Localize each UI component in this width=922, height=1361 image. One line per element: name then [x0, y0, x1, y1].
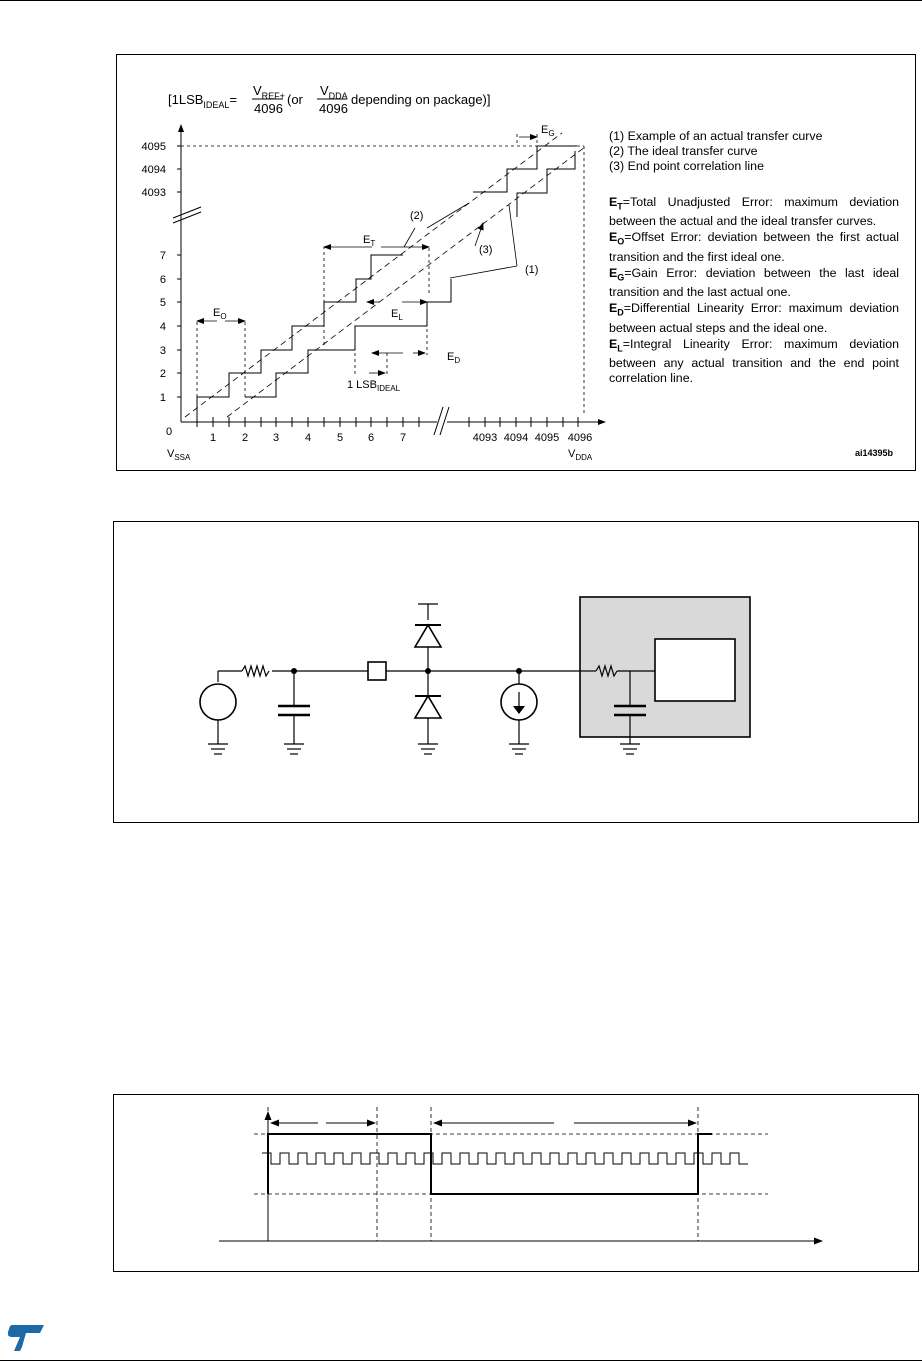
callout-1: (1) [525, 264, 539, 276]
x-tick-label: 4096 [567, 432, 593, 444]
page-top-rule [0, 0, 922, 1]
x-tick-label: 4094 [503, 432, 529, 444]
lsb-label: 1 $LSB_{IDEAL}$ [347, 379, 401, 393]
x-tick-label: 4 [304, 432, 312, 444]
adc-core-box [655, 639, 735, 701]
svg-text:depending on package)]: depending on package)] [351, 92, 491, 107]
x-tick-label: 3 [272, 432, 280, 444]
actual-transfer-curve [197, 255, 403, 422]
y-tick-label: 7 [159, 250, 166, 262]
clock-signal [262, 1153, 748, 1164]
legend-item: (2) The ideal transfer curve [609, 144, 758, 158]
definition-eg: $E_G=Gain$ Error: deviation between the last ideal transition and the last actual one. [609, 265, 899, 300]
x-tick-label: 1 [209, 432, 217, 444]
y-tick-label: 4 [159, 321, 166, 333]
x-tick-label: 4095 [534, 432, 560, 444]
circuit-schematic [114, 522, 920, 824]
st-logo-icon [6, 1323, 46, 1353]
y-tick-label: 4093 [141, 187, 166, 199]
vdda-label: $V_{DDA}$ [568, 448, 593, 462]
callout-2: (2) [410, 210, 424, 222]
lower-diode [415, 696, 441, 718]
figure-id: ai14395b [855, 448, 894, 458]
lsb-formula [168, 83, 491, 116]
legend-item: (1) Example of an actual transfer curve [609, 129, 823, 143]
y-tick-label: 4094 [141, 164, 166, 176]
x-tick-label: 2 [241, 432, 249, 444]
x-axis-labels [166, 426, 593, 462]
y-tick-label: 4095 [141, 141, 166, 153]
definition-eo: $E_O=Offset$ Error: deviation between the first actual transition and the first ideal one. [609, 230, 899, 264]
el-label: $E_L$ [391, 308, 403, 322]
figure-legend [609, 129, 899, 387]
timing-diagram [114, 1095, 920, 1273]
definition-ed: $E_D=Differential$ Linearity Error: maximum deviation between actual steps and the ideal one. [609, 301, 899, 335]
y-tick-label: 2 [159, 368, 166, 380]
pin-pad [368, 662, 386, 680]
legend-item: (3) End point correlation line [609, 159, 764, 173]
time-axes [219, 1112, 822, 1241]
eo-label: $E_O$ [213, 307, 227, 321]
voltage-source [200, 684, 236, 720]
source-resistor [242, 666, 269, 676]
x-tick-label: 7 [399, 432, 407, 444]
upper-staircase [473, 146, 577, 217]
y-tick-label: 3 [159, 345, 166, 357]
svg-text:[1LSBIDEAL=: [$1LSB_{IDEAL}=$ [168, 92, 238, 110]
svg-text:4096: 4096 [254, 101, 283, 116]
st-logo [6, 1323, 46, 1358]
y-tick-label: 1 [159, 392, 166, 404]
x-tick-label: 5 [336, 432, 344, 444]
x-tick-label: 6 [367, 432, 375, 444]
svg-text:(or: (or [287, 92, 303, 107]
origin-label: 0 [165, 426, 173, 438]
callout-3: (3) [479, 244, 493, 256]
svg-text:4096: 4096 [319, 101, 348, 116]
current-arrow-icon [513, 706, 525, 714]
timing-guides [254, 1107, 768, 1241]
x-tick-label: 4093 [472, 432, 498, 444]
eg-label: $E_G$ [541, 124, 555, 138]
svg-text:VDDA: $V_{DDA}$ [320, 83, 348, 101]
timing-diagram-figure [113, 1094, 919, 1272]
et-label: $E_T$ [363, 234, 376, 248]
adc-input-circuit-figure [113, 521, 919, 823]
ed-label: $E_D$ [447, 351, 461, 365]
svg-text:VREF+: $V_{REF+}$ [253, 83, 285, 101]
definition-et: $E_T=Total$ Unadjusted Error: maximum deviation between the actual and the ideal transfer curves. [609, 195, 899, 229]
adc-accuracy-figure [116, 54, 916, 471]
definition-el: $E_L=Integral$ Linearity Error: maximum deviation between any actual transition and the end point correlation line. [609, 336, 899, 386]
y-tick-label: 5 [159, 297, 166, 309]
y-tick-label: 6 [159, 274, 166, 286]
vssa-label: $V_{SSA}$ [167, 448, 191, 462]
upper-diode [415, 625, 441, 647]
y-axis-labels [142, 141, 166, 404]
